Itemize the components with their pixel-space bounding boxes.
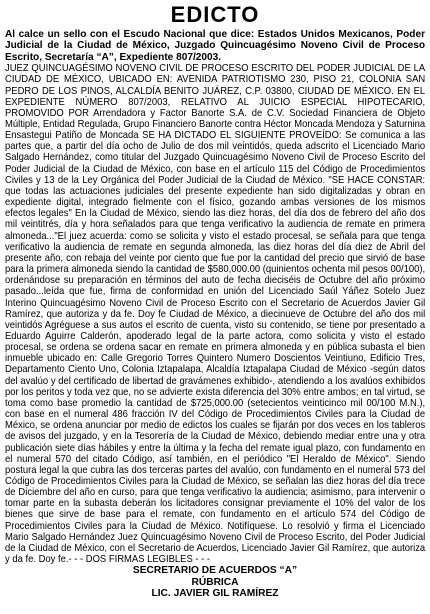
edict-body: JUEZ QUINCUAGÉSIMO NOVENO CIVIL DE PROCESO ESCRITO DEL PODER JUDICIAL DE LA CIUDAD DE MÉXICO, UBICADO EN: AVENIDA PATRIOTISMO 230, PISO 21, COLONIA SAN PEDRO DE LOS PINOS, ALCALDÍA BENITO JUÁREZ, C.P. 03800, CIUDAD DE MÉXICO. EN EL EXPEDIENTE NÚMERO 807/2003, RELATIVO AL JUICIO ESPECIAL HIPOTECARIO, PROMOVIDO POR Arrendadora y Factor Banorte S.A. de C.V. Sociedad Financiera de Objeto Múltiple, Entidad Regulada, Grupo Financiero Banorte contra Héctor Moncada Mendoza y Saturnina Ensastegui Patiño de Moncada SE HA DICTADO EL SIGUIENTE PROVEÍDO: Se comunica a las partes que, a partir del día ocho de Julio de dos mil veintidós, queda adscrito el Licenciado Mario Salgado Hernández, como titular del Juzgado Quincuagésimo Noveno Civil de Proceso Escrito del Poder Judicial de la Ciudad de México, con base en el artículo 115 del Código de Procedimientos Civiles y 13 de la Ley Orgánica del Poder Judicial de la Ciudad de México. "SE HACE CONSTAR: que todas las actuaciones judiciales del presente expediente han sido digitalizadas y obran en expediente digital, integrado fielmente con el físico, gozando ambas versiones de los mismos efectos legales" En la Ciudad de México, siendo las diez horas, del día dos de febrero del año dos mil veintitrés, día y hora señalados para que tenga verificativo la audiencia de remate en primera almoneda..."El juez acuerda: como se solicita y visto el estado procesal, se señala para que tenga verificativo la audiencia de remate en segunda almoneda, las diez horas del día diez de Abril del presente año, con rebaja del veinte por ciento que fue por la cantidad del precio que sirvió de base para la primera almoneda siendo la cantidad de $580,000.00 (quinientos ochenta mil pesos 00/100), ordenándose su preparación en términos del auto de fecha dieciséis de Octubre del año próximo pasado...leída que fue, firma de conformidad en unión del Licenciado Saúl Yáñez Sotelo Juez Interino Quincuagésimo Noveno Civil de Proceso Escrito con el Secretario de Acuerdos Javier Gil Ramírez, que autoriza y da fe. Doy fe Ciudad de México, a diecinueve de Octubre del año dos mil veintidós Agréguese a sus autos el escrito de cuenta, visto su contenido, se tiene por presentado a Eduardo Aguirre Calderón, apoderado legal de la parte actora, como solicita y visto el estado procesal, se ordena se ordena sacar en remate en primera almoneda y en pública subasta el bien inmueble ubicado en: Calle Gregorio Torres Quintero Numero Doscientos Veintiuno, Edificio Tres, Departamento Ciento Uno, Colonia Iztapalapa, Alcaldía Iztapalapa Ciudad de México -según datos del avalúo y del certificado de libertad de gravámenes exhibido-, atendiendo a los avalúos exhibidos por los peritos y toda vez que, no se advierte exista diferencia del 30% entre ambos; en tal virtud, se toma como base promedio la cantidad de $725,000.00 (setecientos veinticinco mil 00/100 M.N.), con base en el numeral 486 fracción IV del Código de Procedimientos Civiles para la Ciudad de México, se ordena anunciar por medio de edictos los cuales se fijarán por dos veces en los tableros de avisos del juzgado, y en la Tesorería de la Ciudad de México, debiendo mediar entre una y otra publicación siete días hábiles y entre la última y la fecha del remate igual plazo, con fundamento en el numeral 570 del citado Código, así también, en el periódico "El Heraldo de México". Siendo postura legal la que cubra las dos terceras partes del avalúo, con fundamento en el numeral 573 del Código de Procedimientos Civiles para la Ciudad de México, se señalan las diez horas del día trece de Diciembre del año en curso, para que tenga verificativo la audiencia; asimismo, para intervenir o tomar parte en la subasta deberán los licitadores consignar previamente el 10% del valor de los bienes que sirve de base para el remate, con fundamento en el artículo 574 del Código de Procedimientos Civiles para la Ciudad de México. Notifíquese. Lo resolvió y firma el Licenciado Mario Salgado Hernández Juez Quincuagésimo Noveno Civil de Proceso Escrito, del Poder Judicial de la Ciudad de México, con el Secretario de Acuerdos, Licenciado Javier Gil Ramírez, que autoriza y da fe. Doy fe.- - - DOS FIRMAS LEGIBLES - - - (5, 63, 426, 566)
signature-block (5, 565, 425, 600)
signature-rubric: RÚBRICA (191, 576, 239, 588)
edict-title: EDICTO (170, 2, 260, 27)
signature-title: SECRETARIO DE ACUERDOS “A” (132, 565, 298, 577)
signature-name: LIC. JAVIER GIL RAMÍREZ (151, 588, 279, 600)
seal-description: Al calce un sello con el Escudo Nacional que dice: Estados Unidos Mexicanos, Poder Judicial de la Ciudad de México, Juzgado Quincuagésimo Noveno Civil de Proceso Escrito, Secretaría “A”, Expediente 807/2003. (5, 29, 425, 63)
